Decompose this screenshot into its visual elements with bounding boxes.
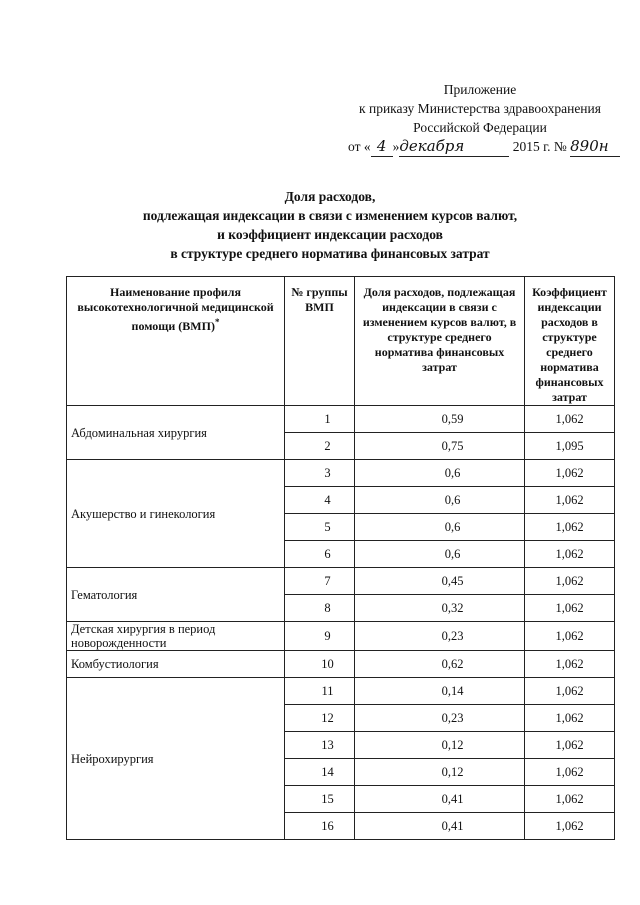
- share-cell: 0,32: [355, 595, 525, 622]
- profile-cell: Гематология: [67, 568, 285, 622]
- group-cell: 11: [285, 678, 355, 705]
- share-cell: 0,41: [355, 813, 525, 840]
- group-cell: 4: [285, 487, 355, 514]
- group-cell: 7: [285, 568, 355, 595]
- group-cell: 15: [285, 786, 355, 813]
- coef-cell: 1,062: [525, 651, 615, 678]
- group-cell: 2: [285, 433, 355, 460]
- appendix-label: Приложение: [443, 82, 517, 97]
- profile-cell: Акушерство и гинекология: [67, 460, 285, 568]
- header-profile: Наименование профиля высокотехнологичной медицинской помощи (ВМП)*: [67, 277, 285, 406]
- coef-cell: 1,062: [525, 759, 615, 786]
- appendix-order-ref: к приказу Министерства здравоохранения: [359, 101, 601, 116]
- share-cell: 0,75: [355, 433, 525, 460]
- profile-cell: Абдоминальная хирургия: [67, 406, 285, 460]
- share-cell: 0,6: [355, 541, 525, 568]
- group-cell: 14: [285, 759, 355, 786]
- header-group: № группы ВМП: [285, 277, 355, 406]
- share-cell: 0,6: [355, 460, 525, 487]
- share-cell: 0,62: [355, 651, 525, 678]
- share-cell: 0,12: [355, 759, 525, 786]
- coef-cell: 1,062: [525, 514, 615, 541]
- document-title: [60, 187, 600, 263]
- appendix-block: [330, 80, 630, 157]
- share-cell: 0,12: [355, 732, 525, 759]
- order-year-label: 2015 г. №: [512, 139, 567, 154]
- order-quote-close: »: [392, 139, 400, 154]
- title-line-3: и коэффициент индексации расходов: [217, 227, 443, 242]
- group-cell: 10: [285, 651, 355, 678]
- profile-cell: Нейрохирургия: [67, 678, 285, 840]
- table-row: [67, 568, 615, 595]
- coef-cell: 1,062: [525, 622, 615, 651]
- profile-cell: Комбустиология: [67, 651, 285, 678]
- group-cell: 9: [285, 622, 355, 651]
- table-header-row: [67, 277, 615, 406]
- title-line-4: в структуре среднего норматива финансовых затрат: [170, 246, 490, 261]
- appendix-ministry: Российской Федерации: [413, 120, 547, 135]
- group-cell: 12: [285, 705, 355, 732]
- share-cell: 0,6: [355, 487, 525, 514]
- table-row: [67, 460, 615, 487]
- coef-cell: 1,062: [525, 541, 615, 568]
- share-cell: 0,23: [355, 705, 525, 732]
- group-cell: 13: [285, 732, 355, 759]
- order-month: декабря: [399, 137, 509, 157]
- coef-cell: 1,062: [525, 786, 615, 813]
- table-row: [67, 651, 615, 678]
- table-row: [67, 406, 615, 433]
- footnote-mark: *: [214, 317, 220, 327]
- share-cell: 0,59: [355, 406, 525, 433]
- header-share: Доля расходов, подлежащая индексации в связи с изменением курсов валют, в структуре среднего норматива финансовых затрат: [355, 277, 525, 406]
- group-cell: 5: [285, 514, 355, 541]
- coef-cell: 1,095: [525, 433, 615, 460]
- coef-cell: 1,062: [525, 487, 615, 514]
- table-body: [67, 406, 615, 840]
- group-cell: 16: [285, 813, 355, 840]
- order-from-label: от «: [348, 139, 371, 154]
- title-line-2: подлежащая индексации в связи с изменением курсов валют,: [142, 208, 518, 223]
- share-cell: 0,14: [355, 678, 525, 705]
- header-coef: Коэффициент индексации расходов в структуре среднего норматива финансовых затрат: [525, 277, 615, 406]
- share-cell: 0,45: [355, 568, 525, 595]
- share-cell: 0,6: [355, 514, 525, 541]
- coef-cell: 1,062: [525, 406, 615, 433]
- coef-cell: 1,062: [525, 460, 615, 487]
- coef-cell: 1,062: [525, 813, 615, 840]
- coef-cell: 1,062: [525, 568, 615, 595]
- coef-cell: 1,062: [525, 732, 615, 759]
- coef-cell: 1,062: [525, 678, 615, 705]
- group-cell: 6: [285, 541, 355, 568]
- share-cell: 0,41: [355, 786, 525, 813]
- coef-cell: 1,062: [525, 595, 615, 622]
- table-row: [67, 678, 615, 705]
- indexation-table: [66, 276, 615, 840]
- order-number: 890н: [570, 137, 620, 157]
- title-line-1: Доля расходов,: [284, 189, 376, 204]
- share-cell: 0,23: [355, 622, 525, 651]
- group-cell: 8: [285, 595, 355, 622]
- profile-cell: Детская хирургия в период новорожденности: [67, 622, 285, 651]
- group-cell: 3: [285, 460, 355, 487]
- coef-cell: 1,062: [525, 705, 615, 732]
- order-date-line: [348, 137, 630, 157]
- group-cell: 1: [285, 406, 355, 433]
- table-row: [67, 622, 615, 651]
- order-day: 4: [371, 137, 393, 157]
